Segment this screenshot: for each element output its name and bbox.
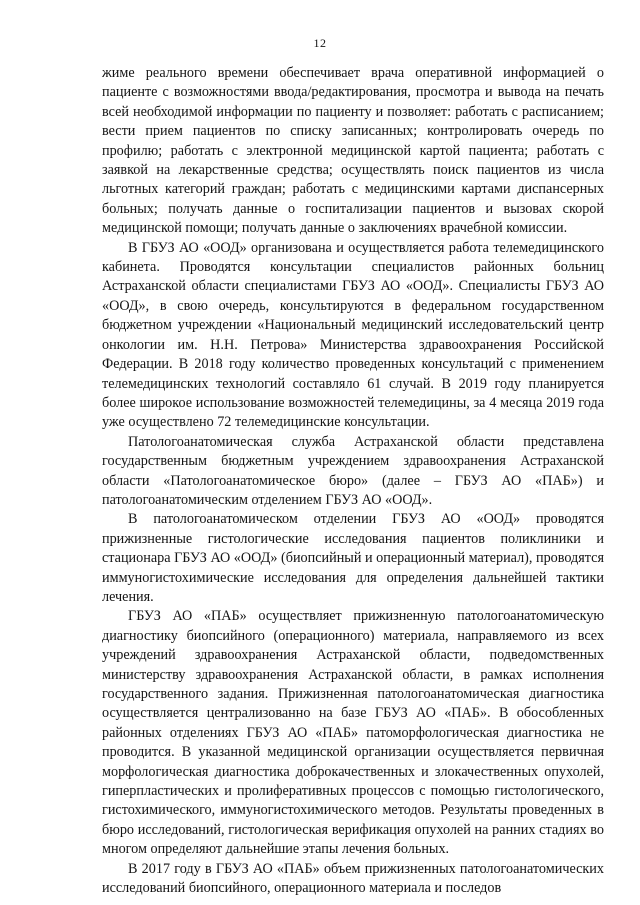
paragraph-pab-diagnostics: ГБУЗ АО «ПАБ» осуществляет прижизненную патологоанатомическую диагностику биопсийного (операционного) материала, направляемого из всех учреждений здравоохранения Астраханской области, подведомственных министерству здравоохранения Астраханской области, в рамках исполнения государственного задания. Прижизненная патологоанатомическая диагностика осуществляется централизованно на базе ГБУЗ АО «ПАБ». В обособленных районных отделениях ГБУЗ АО «ПАБ» патоморфологическая диагностика не проводится. В указанной медицинской организации осуществляется первичная морфологическая диагностика доброкачественных и злокачественных опухолей, гиперпластических и пролиферативных процессов с помощью гистологического, гистохимического, иммуногистохимического методов. Результаты проведенных в бюро исследований, гистологическая верификация опухолей на ранних стадиях во многом определяют дальнейшие этапы лечения больных.: [102, 608, 604, 858]
paragraph-2017-volume: В 2017 году в ГБУЗ АО «ПАБ» объем прижизненных патологоанатомических исследований биопсийного, операционного материала и последов: [102, 860, 604, 897]
paragraph-mis-functions: жиме реального времени обеспечивает врача оперативной информацией о пациенте с возможностями ввода/редактирования, просмотра и вывода на печать всей необходимой информации по пациенту и позволяет: работать с расписанием; вести прием пациентов по списку записанных; контролировать очередь по профилю; работать с электронной медицинской картой пациента; работать с заявкой на лекарственные средства; осуществлять поиск пациентов из числа льготных категорий граждан; работать с медицинскими картами диспансерных больных; получать данные о госпитализации пациентов и вызовах скорой медицинской помощи; получать данные о заключениях врачебной комиссии.: [102, 65, 604, 237]
page-number: 12: [313, 36, 327, 50]
paragraph-telemedicine: В ГБУЗ АО «ООД» организована и осуществляется работа телемедицинского кабинета. Проводятся консультации специалистов районных больниц Астраханской области специалистами ГБУЗ АО «ООД». Специалисты ГБУЗ АО «ООД», в свою очередь, консультируются в федеральном государственном бюджетном учреждении «Национальный медицинский исследовательский центр онкологии им. Н.Н. Петрова» Министерства здравоохранения Российской Федерации. В 2018 году количество проведенных консультаций с применением телемедицинских технологий составляло 61 случай. В 2019 году планируется более широкое использование возможностей телемедицины, за 4 месяца 2019 года уже осуществлено 72 телемедицинские консультации.: [102, 239, 604, 431]
document-body: [102, 64, 604, 898]
paragraph-pathology-service: Патологоанатомическая служба Астраханской области представлена государственным бюджетным учреждением здравоохранения Астраханской области «Патологоанатомическое бюро» (далее – ГБУЗ АО «ПАБ») и патологоанатомическим отделением ГБУЗ АО «ООД».: [102, 433, 604, 508]
paragraph-pathology-department: В патологоанатомическом отделении ГБУЗ АО «ООД» проводятся прижизненные гистологические исследования пациентов поликлиники и стационара ГБУЗ АО «ООД» (биопсийный и операционный материал), проводятся иммуногистохимические исследования для определения дальнейшей тактики лечения.: [102, 511, 604, 605]
